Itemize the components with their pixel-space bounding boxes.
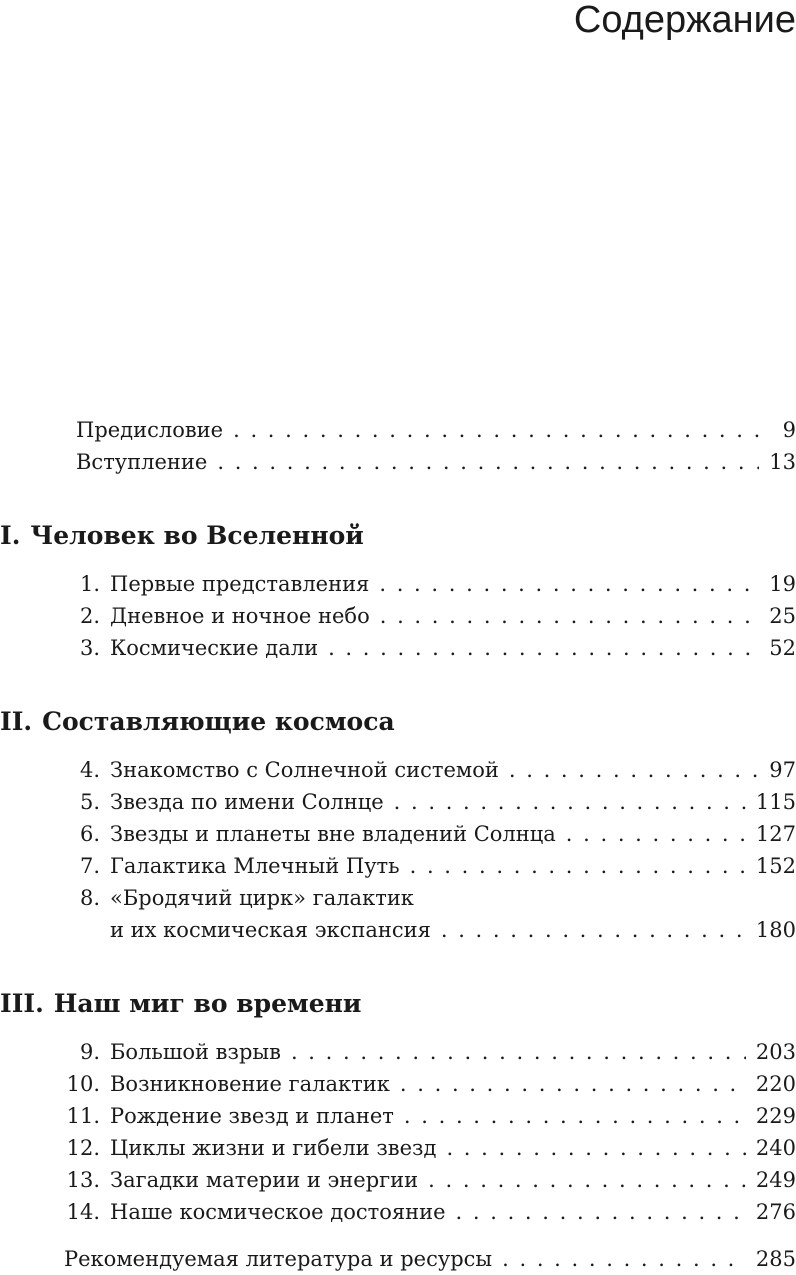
toc-page-number: 203 [755, 1040, 796, 1064]
toc-entry-chapter-7[interactable] [76, 850, 796, 882]
chapter-number: 12. [66, 1136, 100, 1160]
dot-leader [379, 568, 759, 600]
toc-page-number: 220 [755, 1072, 796, 1096]
dot-leader [217, 446, 759, 478]
part-number: III. [0, 989, 44, 1018]
chapter-number: 5. [79, 790, 100, 814]
chapter-number: 9. [79, 1040, 100, 1064]
chapter-number: 6. [79, 822, 100, 846]
toc-entry-title: Возникновение галактик [110, 1072, 390, 1096]
dot-leader [233, 414, 773, 446]
dot-leader [509, 754, 759, 786]
toc-entry-title-continued: и их космическая экспансия [110, 918, 431, 942]
toc-entry-chapter-3[interactable] [76, 632, 796, 664]
chapter-number: 8. [79, 886, 100, 910]
toc-entry-chapter-13[interactable] [64, 1164, 796, 1196]
dot-leader [502, 1243, 746, 1275]
dot-leader [291, 1036, 746, 1068]
part-number: I. [0, 521, 21, 550]
toc-entry-chapter-5[interactable] [76, 786, 796, 818]
toc-entry-chapter-8-line-1[interactable] [76, 882, 796, 914]
part-heading-2[interactable] [0, 705, 395, 739]
toc-entry-title: Звезда по имени Солнце [110, 790, 384, 814]
dot-leader [428, 1164, 746, 1196]
toc-entry-chapter-12[interactable] [64, 1132, 796, 1164]
toc-entry-chapter-14[interactable] [64, 1196, 796, 1228]
toc-page-number: 240 [755, 1136, 796, 1160]
part-title: Наш миг во времени [53, 989, 362, 1018]
toc-page-number: 115 [755, 790, 796, 814]
toc-page-number: 9 [782, 418, 796, 442]
toc-page-number: 19 [769, 572, 796, 596]
toc-entry-title: Дневное и ночное небо [110, 604, 370, 628]
chapter-number: 4. [79, 758, 100, 782]
toc-entry-chapter-1[interactable] [76, 568, 796, 600]
toc-entry-chapter-11[interactable] [64, 1100, 796, 1132]
dot-leader [404, 1100, 746, 1132]
dot-leader [441, 914, 746, 946]
toc-entry-chapter-8-line-2[interactable] [110, 914, 796, 946]
part-number: II. [0, 707, 33, 736]
toc-page-number: 180 [755, 918, 796, 942]
toc-page-number: 152 [755, 854, 796, 878]
part-title: Составляющие космоса [42, 707, 395, 736]
toc-entry-recommended-reading[interactable] [64, 1243, 796, 1275]
dot-leader [446, 1132, 745, 1164]
toc-entry-title: Наше космическое достояние [110, 1200, 446, 1224]
toc-entry-title: Галактика Млечный Путь [110, 854, 400, 878]
dot-leader [400, 1068, 746, 1100]
toc-page-number: 249 [755, 1168, 796, 1192]
chapter-number: 13. [66, 1168, 100, 1192]
chapter-number: 14. [66, 1200, 100, 1224]
toc-entry-title: Рекомендуемая литература и ресурсы [64, 1247, 493, 1271]
dot-leader [566, 818, 746, 850]
toc-entry-introduction[interactable] [76, 446, 796, 478]
toc-page-number: 229 [755, 1104, 796, 1128]
chapter-number: 3. [79, 636, 100, 660]
toc-page-number: 285 [755, 1247, 796, 1271]
toc-page-number: 52 [769, 636, 796, 660]
dot-leader [394, 786, 746, 818]
toc-entry-title: «Бродячий цирк» галактик [110, 886, 414, 910]
toc-entry-title: Циклы жизни и гибели звезд [110, 1136, 437, 1160]
part-heading-3[interactable] [0, 987, 361, 1021]
toc-entry-chapter-6[interactable] [76, 818, 796, 850]
toc-page-number: 276 [755, 1200, 796, 1224]
toc-page-number: 25 [769, 604, 796, 628]
toc-entry-chapter-10[interactable] [64, 1068, 796, 1100]
toc-entry-title: Космические дали [110, 636, 319, 660]
toc-page-number: 127 [755, 822, 796, 846]
page-title: Содержание [573, 0, 796, 41]
chapter-number: 10. [66, 1072, 100, 1096]
toc-entry-title: Звезды и планеты вне владений Солнца [110, 822, 556, 846]
chapter-number: 7. [79, 854, 100, 878]
toc-entry-title: Большой взрыв [110, 1040, 281, 1064]
toc-page-number: 97 [769, 758, 796, 782]
toc-entry-title: Вступление [76, 450, 208, 474]
toc-entry-title: Рождение звезд и планет [110, 1104, 394, 1128]
dot-leader [456, 1196, 746, 1228]
toc-entry-title: Предисловие [76, 418, 224, 442]
dot-leader [380, 600, 760, 632]
toc-entry-chapter-4[interactable] [76, 754, 796, 786]
toc-entry-preface[interactable] [76, 414, 796, 446]
chapter-number: 2. [79, 604, 100, 628]
part-title: Человек во Вселенной [30, 521, 364, 550]
toc-entry-chapter-2[interactable] [76, 600, 796, 632]
chapter-number: 11. [66, 1104, 100, 1128]
dot-leader [410, 850, 746, 882]
dot-leader [328, 632, 759, 664]
toc-entry-title: Загадки материи и энергии [110, 1168, 419, 1192]
toc-entry-title: Первые представления [110, 572, 370, 596]
chapter-number: 1. [79, 572, 100, 596]
toc-page-number: 13 [769, 450, 796, 474]
part-heading-1[interactable] [0, 519, 364, 553]
toc-entry-title: Знакомство с Солнечной системой [110, 758, 499, 782]
toc-entry-chapter-9[interactable] [76, 1036, 796, 1068]
